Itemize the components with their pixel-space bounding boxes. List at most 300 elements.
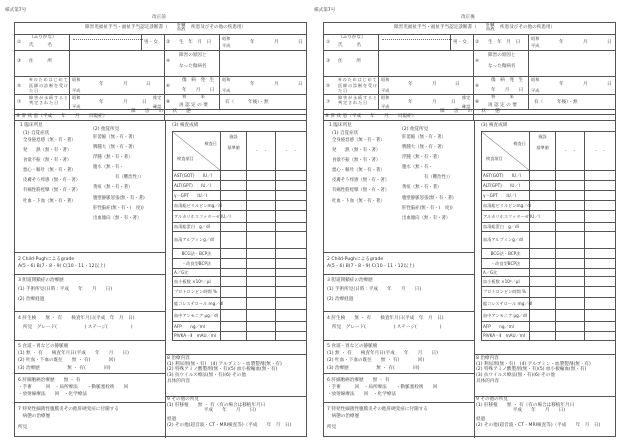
onset-label-2: 年 月 日 xyxy=(491,88,524,93)
lab-value-cell[interactable] xyxy=(247,181,276,191)
num-4: ④ xyxy=(475,59,480,64)
lab-item-label: アルカリホスファターゼ IU／l xyxy=(173,211,221,223)
form-number: 様式第7号 xyxy=(314,8,336,13)
objective-item[interactable]: 脾腫大（無・有・著） xyxy=(402,145,446,151)
sex-select[interactable]: 男・女 xyxy=(453,40,467,45)
lab-value-cell[interactable] xyxy=(530,232,556,249)
varices-treatment[interactable]: (3) 治療歴 無 ・ 有( 回) xyxy=(327,365,420,371)
lab-value-cell[interactable] xyxy=(276,211,307,223)
biopsy-findings[interactable]: 所見 グレード( ) ステージ( ) xyxy=(332,325,442,331)
lab-value-cell[interactable] xyxy=(530,332,556,341)
surgery-date[interactable]: (1) 手術所見(日時 : 平成 年 月 日) xyxy=(18,287,113,293)
lab-row xyxy=(482,201,616,211)
onset-label: 傷 病 発 生 xyxy=(491,78,524,83)
recert-label-2: 再 認 定 の 要 xyxy=(179,103,208,108)
lab-value-cell[interactable] xyxy=(585,287,616,298)
lab-value-cell[interactable] xyxy=(247,171,276,181)
objective-item[interactable]: 黄疸（無・有・著） xyxy=(93,185,133,191)
lab-value-cell[interactable] xyxy=(276,249,307,259)
month-label: 月 xyxy=(274,40,279,45)
treatment-line[interactable]: (1) 利尿剤(無・有) (4) アルブミン・血漿製剤(無・有) xyxy=(167,361,282,367)
num-8: ⑧ xyxy=(166,100,171,105)
name-field[interactable] xyxy=(73,41,143,50)
num-2: ② xyxy=(475,40,480,45)
lab-row xyxy=(482,259,616,269)
objective-item[interactable]: 肝性脳症(無・有・( 度)) xyxy=(93,205,144,211)
treatment-line[interactable]: (1) 利尿剤(無・有) (4) アルブミン・血漿製剤(無・有) xyxy=(476,361,591,367)
subjective-item[interactable]: 全身倦怠感（無・有・著） xyxy=(332,138,385,143)
lab-value-cell[interactable] xyxy=(221,277,247,287)
day-label: 日 xyxy=(455,82,460,87)
era-heisei[interactable]: 平成 xyxy=(531,88,540,93)
objective-item[interactable]: 脾腫大（無・有・著） xyxy=(93,145,137,151)
onset-label: 傷 病 発 生 xyxy=(182,78,215,83)
lab-value-cell[interactable] xyxy=(556,287,585,298)
imaging-line[interactable]: (2) その他(超音波・CT・MRI検査等)（平成 年 月 日) xyxy=(167,422,292,428)
lab-value-cell[interactable] xyxy=(530,201,556,211)
lab-value-cell[interactable] xyxy=(276,181,307,191)
furigana-field[interactable] xyxy=(73,39,143,40)
recert-select[interactable]: 有（ 年後）・無 xyxy=(225,100,269,105)
day-label: 日 xyxy=(607,40,612,45)
objective-list xyxy=(402,135,454,226)
year-label: 年 xyxy=(250,40,255,45)
hcc-line-2[interactable]: ・放射線療法 回 ・化学療法 xyxy=(18,392,87,398)
lab-value-cell[interactable] xyxy=(585,171,616,181)
year-label: 年 xyxy=(250,82,255,87)
objective-item[interactable]: 腹壁静脈怒張(無・有・著) xyxy=(402,195,454,201)
lab-value-cell[interactable] xyxy=(221,322,247,332)
biopsy-title[interactable]: 4 肝生検 無 ・ 有 検査年月日(平成 年 月 日) xyxy=(327,315,444,321)
lab-value-cell[interactable] xyxy=(556,249,585,259)
subjective-item[interactable]: 皮膚そう痒感（無・有・著） xyxy=(332,178,390,184)
lab-value-cell[interactable] xyxy=(221,298,247,310)
lab-value-cell[interactable] xyxy=(585,298,616,310)
lab-value-cell[interactable] xyxy=(276,232,307,249)
era-showa[interactable]: 昭和 xyxy=(222,77,231,82)
biopsy-title[interactable]: 4 肝生検 無 ・ 有 検査年月日(平成 年 月 日) xyxy=(18,315,135,321)
furigana-label: （ふりがな） xyxy=(338,35,366,40)
treatment-title: 8 治療内容 xyxy=(476,356,499,361)
lab-value-cell[interactable] xyxy=(247,259,276,269)
lab-item-label: プロトロンビン時間 % xyxy=(482,287,530,298)
lab-item-label: 血中アンモニア μg／dl xyxy=(482,310,530,322)
lab-value-cell[interactable] xyxy=(221,332,247,341)
objective-item[interactable]: 浮腫（無・有・著） xyxy=(402,155,442,161)
lab-value-cell[interactable] xyxy=(530,298,556,310)
lab-value-cell[interactable] xyxy=(556,277,585,287)
lab-value-cell[interactable] xyxy=(247,298,276,310)
lab-value-cell[interactable] xyxy=(247,191,276,201)
lab-row xyxy=(482,191,616,201)
lab-item-label: A／G比 xyxy=(482,269,530,277)
day-label: 日 xyxy=(298,40,303,45)
lab-value-cell[interactable] xyxy=(585,232,616,249)
lab-value-cell[interactable] xyxy=(556,191,585,201)
lab-value-cell[interactable] xyxy=(221,181,247,191)
lab-value-cell[interactable] xyxy=(530,310,556,322)
era-showa[interactable]: 昭和 xyxy=(531,77,540,82)
exam-date-2[interactable]: ・ ・ xyxy=(585,132,616,171)
title-suffix: 疾患及びその他の疾患用） xyxy=(191,25,247,30)
lab-value-cell[interactable] xyxy=(530,171,556,181)
lab-value-cell[interactable] xyxy=(276,269,307,277)
confirmed-option[interactable]: 確認 xyxy=(462,104,471,109)
exam-date-label: 検査日 xyxy=(513,141,526,146)
lab-value-cell[interactable] xyxy=(585,223,616,232)
title-suffix: 疾患及びその他の疾患用） xyxy=(500,25,556,30)
treatment-title: 8 治療内容 xyxy=(167,356,190,361)
lab-value-cell[interactable] xyxy=(530,322,556,332)
address-field[interactable] xyxy=(380,52,472,74)
era-heisei[interactable]: 平成 xyxy=(222,88,231,93)
hcc-line-1[interactable]: ・手術 回 ・局所療法 ・動脈塞栓術 回 xyxy=(18,384,129,390)
lab-value-cell[interactable] xyxy=(556,201,585,211)
varices-bleeding[interactable]: (2) 吐血・下血の既往 無 ・ 有( 回) xyxy=(18,358,116,364)
exam-date-1[interactable]: ・ ・ xyxy=(247,132,276,171)
permanent-label: 障害が永続すると判定された日 xyxy=(29,95,69,106)
varices-title: 5 食道・胃などの静脈瘤 xyxy=(327,343,378,349)
subjective-item[interactable]: 悪心・嘔吐（無・有・著） xyxy=(332,168,385,174)
sbp-section xyxy=(324,405,474,432)
lab-item-label: AFP ng／ml xyxy=(173,322,221,332)
lab-value-cell[interactable] xyxy=(556,322,585,332)
lab-row xyxy=(173,201,307,211)
era-heisei[interactable]: 平成 xyxy=(381,104,390,109)
lab-value-cell[interactable] xyxy=(585,269,616,277)
estimated-option[interactable]: 推定 xyxy=(462,95,471,100)
transplant-line[interactable]: (1) 肝移植 無 ・ 有（有の場合は移植年月日 xyxy=(476,402,575,408)
lab-value-cell[interactable] xyxy=(530,181,556,191)
lab-item-label: 血清総蛋白 g／dl xyxy=(482,223,530,232)
lab-value-cell[interactable] xyxy=(530,223,556,232)
lab-value-cell[interactable] xyxy=(585,191,616,201)
lab-row xyxy=(173,211,307,223)
lab-row xyxy=(173,171,307,181)
objective-item[interactable]: 出血傾向（無・有・著） xyxy=(402,215,451,221)
child-pugh-section xyxy=(15,255,165,271)
lab-row xyxy=(482,211,616,223)
lab-value-cell[interactable] xyxy=(247,201,276,211)
transplant-line[interactable]: (1) 肝移植 無 ・ 有（有の場合は移植年月日 xyxy=(167,402,266,408)
hcc-title[interactable]: 6 肝細胞癌治療歴 無 ・ 有 xyxy=(327,377,390,383)
other-findings-section xyxy=(167,397,291,429)
month-label: 月 xyxy=(123,82,128,87)
lab-item-label: 総コレステロール mg／dl xyxy=(173,298,221,310)
era-showa[interactable]: 昭和 xyxy=(381,77,390,82)
lab-value-cell[interactable] xyxy=(585,181,616,191)
objective-item[interactable]: 肝性脳症(無・有・( 度)) xyxy=(402,205,453,211)
subjective-item[interactable]: 食欲不振（無・有・著） xyxy=(332,158,381,164)
lab-value-cell[interactable] xyxy=(221,269,247,277)
address-field[interactable] xyxy=(71,52,163,74)
lab-value-cell[interactable] xyxy=(530,269,556,277)
lab-value-cell[interactable] xyxy=(585,249,616,259)
objective-item[interactable]: 有（難治性）） xyxy=(115,175,144,181)
biliary-section xyxy=(324,276,474,304)
form-frame xyxy=(14,22,307,437)
revision-label: 改正前 xyxy=(152,15,166,20)
lab-item-label: 血清総蛋白 g／dl xyxy=(173,223,221,232)
num-5: ⑤ xyxy=(326,84,331,89)
lab-value-cell[interactable] xyxy=(247,232,276,249)
lab-value-cell[interactable] xyxy=(221,232,247,249)
era-showa[interactable]: 昭和 xyxy=(222,36,231,41)
lab-value-cell[interactable] xyxy=(530,259,556,269)
varices-exam[interactable]: (1) 無 ・ 有 検査年月日(平成 年 月 日) xyxy=(18,350,129,356)
lab-value-cell[interactable] xyxy=(585,277,616,287)
lab-value-cell[interactable] xyxy=(276,259,307,269)
lab-value-cell[interactable] xyxy=(247,277,276,287)
lab-row xyxy=(482,223,616,232)
lab-value-cell[interactable] xyxy=(221,249,247,259)
furigana-label: （ふりがな） xyxy=(29,35,57,40)
lab-value-cell[interactable] xyxy=(247,332,276,341)
month-label: 月 xyxy=(583,82,588,87)
treatment-line[interactable]: (2) 特殊アミノ酸製剤(無・有)(5) 血小板輸血(無・有) xyxy=(167,367,278,373)
lab-value-cell[interactable] xyxy=(276,287,307,298)
lab-value-cell[interactable] xyxy=(247,322,276,332)
diagonal-header xyxy=(173,132,221,171)
varices-section xyxy=(324,342,474,373)
era-heisei[interactable]: 平成 xyxy=(72,104,81,109)
lab-value-cell[interactable] xyxy=(221,171,247,181)
subjective-item[interactable]: 有痛性筋痙攣（無・有・著） xyxy=(332,188,390,194)
transplant-date[interactable]: 平成 年 月 日) xyxy=(167,408,257,414)
lab-value-cell[interactable] xyxy=(530,191,556,201)
subjective-item[interactable]: 発 熱（無・有・著） xyxy=(23,148,72,154)
liver-header: ⑨ 肝 疾 患（平成 年 月 日現症） xyxy=(16,114,108,119)
biopsy-section xyxy=(324,314,474,333)
treatment-detail[interactable]: 具体的内容 xyxy=(167,378,190,384)
lab-row xyxy=(173,332,307,341)
subjective-item[interactable]: 有痛性筋痙攣（無・有・著） xyxy=(23,188,81,194)
objective-item[interactable]: 肝萎縮（無・有・著） xyxy=(402,135,446,140)
objective-item[interactable]: 有（難治性）） xyxy=(424,175,453,181)
subjective-item[interactable]: 食欲不振（無・有・著） xyxy=(23,158,72,164)
lab-item-label: γ－GPT IU／l xyxy=(173,191,221,201)
num-4: ④ xyxy=(166,59,171,64)
first-diag-label: ④のためはじめて医師の診断を受けた日 xyxy=(29,77,69,94)
state-header: 障 害 の 状 態 xyxy=(131,109,191,114)
lab-value-cell[interactable] xyxy=(276,277,307,287)
treatment-line[interactable]: (2) 特殊アミノ酸製剤(無・有)(5) 血小板輸血(無・有) xyxy=(476,367,587,373)
sbp-findings[interactable]: 所見 xyxy=(327,424,337,430)
year-label: 年 xyxy=(559,40,564,45)
lab-value-cell[interactable] xyxy=(276,322,307,332)
lab-value-cell[interactable] xyxy=(556,232,585,249)
cause-field[interactable] xyxy=(530,52,615,74)
biopsy-findings[interactable]: 所見 グレード( ) ステージ( ) xyxy=(23,325,133,331)
furigana-field[interactable] xyxy=(382,39,452,40)
subjective-item[interactable]: 皮膚そう痒感（無・有・著） xyxy=(23,178,81,184)
lab-value-cell[interactable] xyxy=(247,249,276,259)
lab-value-cell[interactable] xyxy=(247,287,276,298)
lab-row xyxy=(173,277,307,287)
subjective-item[interactable]: 発 熱（無・有・著） xyxy=(332,148,381,154)
sbp-title-2: 病態の治療歴 xyxy=(18,413,51,419)
lab-value-cell[interactable] xyxy=(276,171,307,181)
month-label: 月 xyxy=(432,82,437,87)
recert-select[interactable]: 有（ 年後）・無 xyxy=(534,100,578,105)
sbp-section xyxy=(15,405,165,432)
lab-value-cell[interactable] xyxy=(530,277,556,287)
month-label: 月 xyxy=(583,40,588,45)
lab-value-cell[interactable] xyxy=(556,171,585,181)
num-5: ⑤ xyxy=(17,84,22,89)
lab-value-cell[interactable] xyxy=(276,201,307,211)
day-label: 日 xyxy=(298,82,303,87)
num-8: ⑧ xyxy=(475,100,480,105)
imaging-line[interactable]: (2) その他(超音波・CT・MRI検査等)（平成 年 月 日) xyxy=(476,422,601,428)
lab-value-cell[interactable] xyxy=(556,269,585,277)
lab-value-cell[interactable] xyxy=(247,310,276,322)
child-pugh-grades[interactable]: A(5・6) B(7・8・9) C(10・11・12以上) xyxy=(327,263,415,269)
estimated-option[interactable]: 推定 xyxy=(153,95,162,100)
varices-bleeding[interactable]: (2) 吐血・下血の既往 無 ・ 有( 回) xyxy=(327,358,425,364)
lab-value-cell[interactable] xyxy=(247,223,276,232)
era-showa[interactable]: 昭和 xyxy=(72,77,81,82)
objective-item[interactable]: 浮腫（無・有・著） xyxy=(93,155,133,161)
cause-label-2: なった傷病名 xyxy=(488,64,516,69)
lab-value-cell[interactable] xyxy=(585,322,616,332)
treatment-line[interactable]: (3) 抗ウイルス療法(無・有)(6) その他 xyxy=(167,373,246,379)
objective-item[interactable]: 肝萎縮（無・有・著） xyxy=(93,135,137,140)
subjective-item[interactable]: 吐血・下血（無・有・著） xyxy=(23,198,76,204)
lab-value-cell[interactable] xyxy=(276,223,307,232)
lab-value-cell[interactable] xyxy=(585,310,616,322)
recert-label-2: 再 認 定 の 要 xyxy=(488,103,517,108)
objective-item[interactable]: 腹壁静脈怒張(無・有・著) xyxy=(93,195,145,201)
lab-value-cell[interactable] xyxy=(556,298,585,310)
lab-value-cell[interactable] xyxy=(585,259,616,269)
lab-value-cell[interactable] xyxy=(585,211,616,223)
lab-item-label: AFP ng／ml xyxy=(482,322,530,332)
era-heisei[interactable]: 平成 xyxy=(72,88,81,93)
lab-row xyxy=(173,223,307,232)
objective-item[interactable]: 黄疸（無・有・著） xyxy=(402,185,442,191)
era-showa[interactable]: 昭和 xyxy=(381,95,390,100)
era-heisei[interactable]: 平成 xyxy=(381,88,390,93)
facility-label: 施設 xyxy=(538,134,547,139)
month-label: 月 xyxy=(123,100,128,105)
lab-value-cell[interactable] xyxy=(556,181,585,191)
objective-item[interactable]: 腹水（無・有・ xyxy=(93,165,124,171)
lab-value-cell[interactable] xyxy=(221,259,247,269)
era-showa[interactable]: 昭和 xyxy=(531,36,540,41)
lab-value-cell[interactable] xyxy=(247,269,276,277)
child-pugh-title: 2 Child-Pughによるgrade xyxy=(327,256,384,262)
treatment-course[interactable]: (2) 治療経過 xyxy=(18,297,45,303)
lab-value-cell[interactable] xyxy=(530,249,556,259)
subjective-item[interactable]: 吐血・下血（無・有・著） xyxy=(332,198,385,204)
lab-value-cell[interactable] xyxy=(221,191,247,201)
lab-value-cell[interactable] xyxy=(585,201,616,211)
lab-value-cell[interactable] xyxy=(221,223,247,232)
child-pugh-grades[interactable]: A(5・6) B(7・8・9) C(10・11・12以上) xyxy=(18,263,106,269)
exam-date-2[interactable]: ・ ・ xyxy=(276,132,307,171)
subjective-item[interactable]: 悪心・嘔吐（無・有・著） xyxy=(23,168,76,174)
lab-value-cell[interactable] xyxy=(556,332,585,341)
sex-select[interactable]: 男・女 xyxy=(144,40,158,45)
month-label: 月 xyxy=(274,82,279,87)
name-label: 氏 名 xyxy=(29,43,52,48)
varices-exam[interactable]: (1) 無 ・ 有 検査年月日(平成 年 月 日) xyxy=(327,350,438,356)
surgery-date[interactable]: (1) 手術所見(日時 : 平成 年 月 日) xyxy=(327,287,422,293)
lab-value-cell[interactable] xyxy=(276,298,307,310)
lab-table xyxy=(172,131,307,341)
cause-field[interactable] xyxy=(221,52,306,74)
lab-value-cell[interactable] xyxy=(221,201,247,211)
hcc-line-1[interactable]: ・手術 回 ・局所療法 ・動脈塞栓術 回 xyxy=(327,384,438,390)
sbp-title: 7 特発性細菌性腹膜炎その他肝硬変症に付随する xyxy=(327,406,428,412)
form-title: 障害児福祉手当・福祉手当認定診断書（ xyxy=(394,25,477,30)
transplant-date[interactable]: 平成 年 月 日) xyxy=(476,408,566,414)
recert-label: 将 来 xyxy=(182,95,205,100)
varices-treatment[interactable]: (3) 治療歴 無 ・ 有( 回) xyxy=(18,365,111,371)
course-label: 経過 xyxy=(476,417,486,423)
confirmed-option[interactable]: 確認 xyxy=(153,104,162,109)
lab-value-cell[interactable] xyxy=(530,287,556,298)
exam-date-1[interactable]: ・ ・ xyxy=(556,132,585,171)
name-field[interactable] xyxy=(382,41,452,50)
lab-item-label: PIVKA－Ⅱ mAU／ml xyxy=(482,332,530,341)
hcc-line-2[interactable]: ・放射線療法 回 ・化学療法 xyxy=(327,392,396,398)
lab-value-cell[interactable] xyxy=(276,310,307,322)
lab-title: (3) 検査成績 xyxy=(172,123,199,128)
lab-value-cell[interactable] xyxy=(221,287,247,298)
lab-value-cell[interactable] xyxy=(556,259,585,269)
subjective-item[interactable]: 全身倦怠感（無・有・著） xyxy=(23,138,76,143)
year-label: 年 xyxy=(408,82,413,87)
era-heisei[interactable]: 平成 xyxy=(222,43,231,48)
diagonal-header xyxy=(482,132,530,171)
facility-label: 施設 xyxy=(229,134,238,139)
era-heisei[interactable]: 平成 xyxy=(531,43,540,48)
lab-value-cell[interactable] xyxy=(556,310,585,322)
lab-value-cell[interactable] xyxy=(276,191,307,201)
form-before-revision xyxy=(0,0,312,442)
day-label: 日 xyxy=(146,82,151,87)
lab-value-cell[interactable] xyxy=(556,211,585,223)
objective-list xyxy=(93,135,145,226)
num-6: ⑥ xyxy=(475,84,480,89)
lab-value-cell[interactable] xyxy=(221,310,247,322)
lab-item-label: 総コレステロール mg／dl xyxy=(482,298,530,310)
cause-label: 障害の原因と xyxy=(179,53,207,58)
year-label: 年 xyxy=(408,100,413,105)
lab-item-label: 血清アルブミンg／dl xyxy=(173,232,221,249)
lab-value-cell[interactable] xyxy=(247,211,276,223)
lab-value-cell[interactable] xyxy=(556,223,585,232)
treatment-line[interactable]: (3) 抗ウイルス療法(無・有)(6) その他 xyxy=(476,373,555,379)
lab-row xyxy=(173,191,307,201)
lab-value-cell[interactable] xyxy=(585,332,616,341)
hcc-title[interactable]: 6 肝細胞癌治療歴 無 ・ 有 xyxy=(18,377,81,383)
lab-row xyxy=(482,298,616,310)
era-showa[interactable]: 昭和 xyxy=(72,95,81,100)
objective-item[interactable]: 出血傾向（無・有・著） xyxy=(93,215,142,221)
lab-value-cell[interactable] xyxy=(276,332,307,341)
subjective-title: (1) 自覚症状 xyxy=(332,131,359,136)
lab-row xyxy=(482,171,616,181)
sbp-findings[interactable]: 所見 xyxy=(18,424,28,430)
objective-item[interactable]: 腹水（無・有・ xyxy=(402,165,433,171)
lab-row xyxy=(173,310,307,322)
treatment-detail[interactable]: 具体的内容 xyxy=(476,378,499,384)
treatment-course[interactable]: (2) 治療経過 xyxy=(327,297,354,303)
other-findings-section xyxy=(476,397,600,429)
